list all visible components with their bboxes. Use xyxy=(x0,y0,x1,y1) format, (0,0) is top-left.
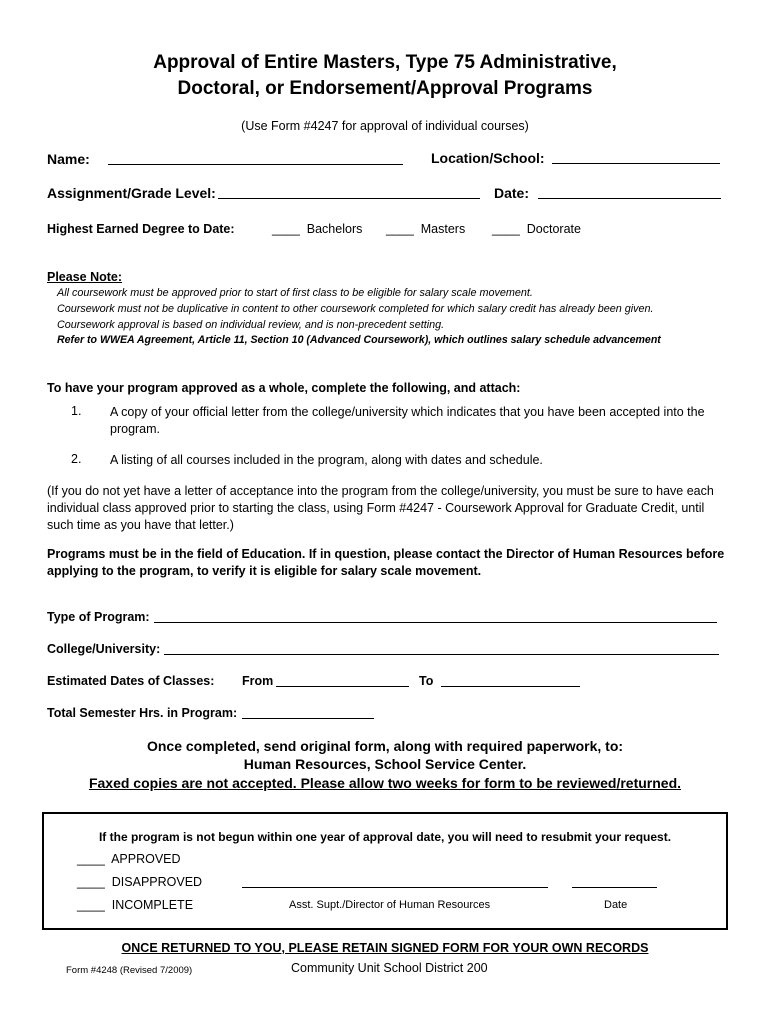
degree-label: Highest Earned Degree to Date: xyxy=(47,222,235,236)
list-item-number: 2. xyxy=(71,452,82,466)
from-date-field[interactable] xyxy=(276,686,409,687)
list-item: A listing of all courses included in the program, along with dates and schedule. xyxy=(110,453,543,467)
disapproved-label: DISAPPROVED xyxy=(111,875,203,889)
submit-instructions: Once completed, send original form, along with required paperwork, to: xyxy=(146,738,624,754)
degree-masters-label: Masters xyxy=(420,222,466,236)
note-agreement-line: Refer to WWEA Agreement, Article 11, Section 10 (Advanced Coursework), which outlines salary schedule advancement xyxy=(57,334,661,346)
class-dates-label: Estimated Dates of Classes: xyxy=(47,674,215,688)
page-subtitle: (Use Form #4247 for approval of individual courses) xyxy=(241,119,529,133)
list-item: A copy of your official letter from the college/university which indicates that you have been accepted into the program. xyxy=(110,405,705,436)
note-heading: Please Note: xyxy=(47,270,123,284)
semester-hours-label: Total Semester Hrs. in Program: xyxy=(47,706,238,720)
acceptance-note: (If you do not yet have a letter of acceptance into the program from the college/university, you must be sure to have each individual class approved prior to starting the class, using Form #4247 - Coursework Approval for Graduate Credit, until such time as you have that letter.) xyxy=(47,484,714,532)
district-name: Community Unit School District 200 xyxy=(291,961,488,975)
list-item-number: 1. xyxy=(71,404,82,418)
college-label: College/University: xyxy=(47,642,161,656)
fax-warning: Faxed copies are not accepted. Please allow two weeks for form to be reviewed/returned. xyxy=(88,775,682,791)
degree-doctorate-option[interactable] xyxy=(492,222,581,236)
incomplete-label: INCOMPLETE xyxy=(111,898,194,912)
program-type-field[interactable] xyxy=(154,622,717,623)
approval-date-line[interactable] xyxy=(572,887,657,888)
submit-destination: Human Resources, School Service Center. xyxy=(243,756,527,772)
page-title-line1: Approval of Entire Masters, Type 75 Administrative, xyxy=(153,52,617,73)
degree-blank: ____ xyxy=(492,222,520,236)
to-date-field[interactable] xyxy=(441,686,580,687)
incomplete-option[interactable] xyxy=(77,898,193,912)
from-label: From xyxy=(242,674,274,688)
signature-line[interactable] xyxy=(242,887,548,888)
name-label: Name: xyxy=(47,151,90,167)
approval-blank: ____ xyxy=(77,875,105,889)
name-field[interactable] xyxy=(108,164,403,165)
instructions-heading: To have your program approved as a whole, complete the following, and attach: xyxy=(47,381,521,395)
degree-bachelors-option[interactable] xyxy=(272,222,362,236)
program-type-label: Type of Program: xyxy=(47,610,150,624)
signer-label: Asst. Supt./Director of Human Resources xyxy=(289,899,491,911)
approved-label: APPROVED xyxy=(111,852,181,866)
page-title-line2: Doctoral, or Endorsement/Approval Programs xyxy=(177,78,593,99)
disapproved-option[interactable] xyxy=(77,875,202,889)
location-field[interactable] xyxy=(552,163,720,164)
approval-blank: ____ xyxy=(77,898,105,912)
note-line: Coursework approval is based on individual review, and is non-precedent setting. xyxy=(57,319,445,331)
form-number: Form #4248 (Revised 7/2009) xyxy=(66,965,193,976)
resubmit-notice: If the program is not begun within one year of approval date, you will need to resubmit your request. xyxy=(98,830,672,844)
college-field[interactable] xyxy=(164,654,719,655)
approval-blank: ____ xyxy=(77,852,105,866)
to-label: To xyxy=(419,674,434,688)
note-line: All coursework must be approved prior to start of first class to be eligible for salary scale movement. xyxy=(57,287,533,299)
semester-hours-field[interactable] xyxy=(242,718,374,719)
degree-blank: ____ xyxy=(272,222,300,236)
approval-date-label: Date xyxy=(604,899,628,911)
degree-bachelors-label: Bachelors xyxy=(306,222,363,236)
degree-doctorate-label: Doctorate xyxy=(526,222,581,236)
degree-blank: ____ xyxy=(386,222,414,236)
retain-form-notice: ONCE RETURNED TO YOU, PLEASE RETAIN SIGNED FORM FOR YOUR OWN RECORDS xyxy=(121,941,649,955)
location-label: Location/School: xyxy=(431,150,545,166)
assignment-label: Assignment/Grade Level: xyxy=(47,185,216,201)
approved-option[interactable] xyxy=(77,852,181,866)
degree-masters-option[interactable] xyxy=(386,222,465,236)
field-of-education-note: Programs must be in the field of Education. If in question, please contact the Director of Human Resources before applying to the program, to verify it is eligible for salary scale movement. xyxy=(47,547,725,578)
assignment-field[interactable] xyxy=(218,198,480,199)
note-line: Coursework must not be duplicative in content to other coursework completed for which salary credit has already been given. xyxy=(57,303,654,315)
date-label: Date: xyxy=(494,185,530,201)
date-field[interactable] xyxy=(538,198,721,199)
